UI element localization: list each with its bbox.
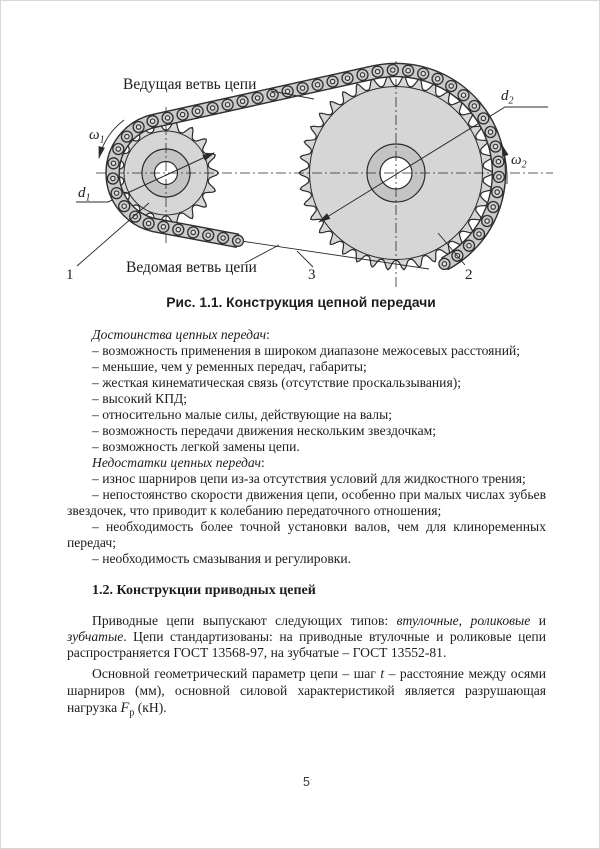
label-driving-branch: Ведущая ветвь цепи [123, 76, 257, 93]
body-text-column [67, 327, 546, 722]
disadvantages-item: – необходимость более точной установки валов, чем для клиноременных передач; [67, 519, 546, 550]
callout-3: 3 [308, 267, 316, 283]
paragraph-chain-pitch: Основной геометрический параметр цепи – шаг t – расстояние между осями шарниров (мм), основной силовой характеристикой является разрушающая нагрузка $F_р$ (кН). [67, 666, 546, 719]
disadvantages-heading: Недостатки цепных передач: [92, 455, 265, 470]
label-driven-branch: Ведомая ветвь цепи [126, 259, 257, 276]
disadvantages-item: – непостоянство скорости движения цепи, особенно при малых числах зубьев звездочек, что приводит к колебанию передаточного отношения; [67, 487, 546, 518]
label-d1: $d_1$ [78, 185, 91, 204]
label-d2: $d_2$ [501, 88, 514, 107]
advantages-item: – возможность передачи движения нескольким звездочкам; [92, 423, 436, 438]
advantages-item: – жесткая кинематическая связь (отсутствие проскальзывания); [92, 375, 462, 390]
disadvantages-item: – износ шарниров цепи из-за отсутствия условий для жидкостного трения; [92, 471, 526, 486]
section-heading: 1.2. Конструкции приводных цепей [92, 583, 316, 598]
figure-caption: Рис. 1.1. Конструкция цепной передачи [166, 295, 436, 310]
advantages-item: – относительно малые силы, действующие на валы; [92, 407, 393, 422]
page-number: 5 [303, 775, 310, 789]
callout-2: 2 [465, 267, 473, 283]
label-omega1: $\omega_1$ [89, 127, 105, 146]
callout-1: 1 [66, 267, 74, 283]
advantages-item: – высокий КПД; [92, 391, 188, 406]
advantages-item: – возможность применения в широком диапазоне межосевых расстояний; [92, 343, 521, 358]
disadvantages-item: – необходимость смазывания и регулировки. [92, 551, 352, 566]
label-omega2: $\omega_2$ [511, 152, 527, 171]
advantages-heading: Достоинства цепных передач: [92, 327, 270, 342]
advantages-item: – возможность легкой замены цепи. [92, 439, 300, 454]
chain-drive-figure [1, 1, 600, 293]
paragraph-chain-types: Приводные цепи выпускают следующих типов: втулочные, роликовые и зубчатые. Цепи стандартизованы: на приводные втулочные и роликовые цепи распространяется ГОСТ 13568-97, на зубчатые – ГОСТ 13552-81. [67, 613, 546, 660]
advantages-item: – меньшие, чем у ременных передач, габариты; [92, 359, 367, 374]
